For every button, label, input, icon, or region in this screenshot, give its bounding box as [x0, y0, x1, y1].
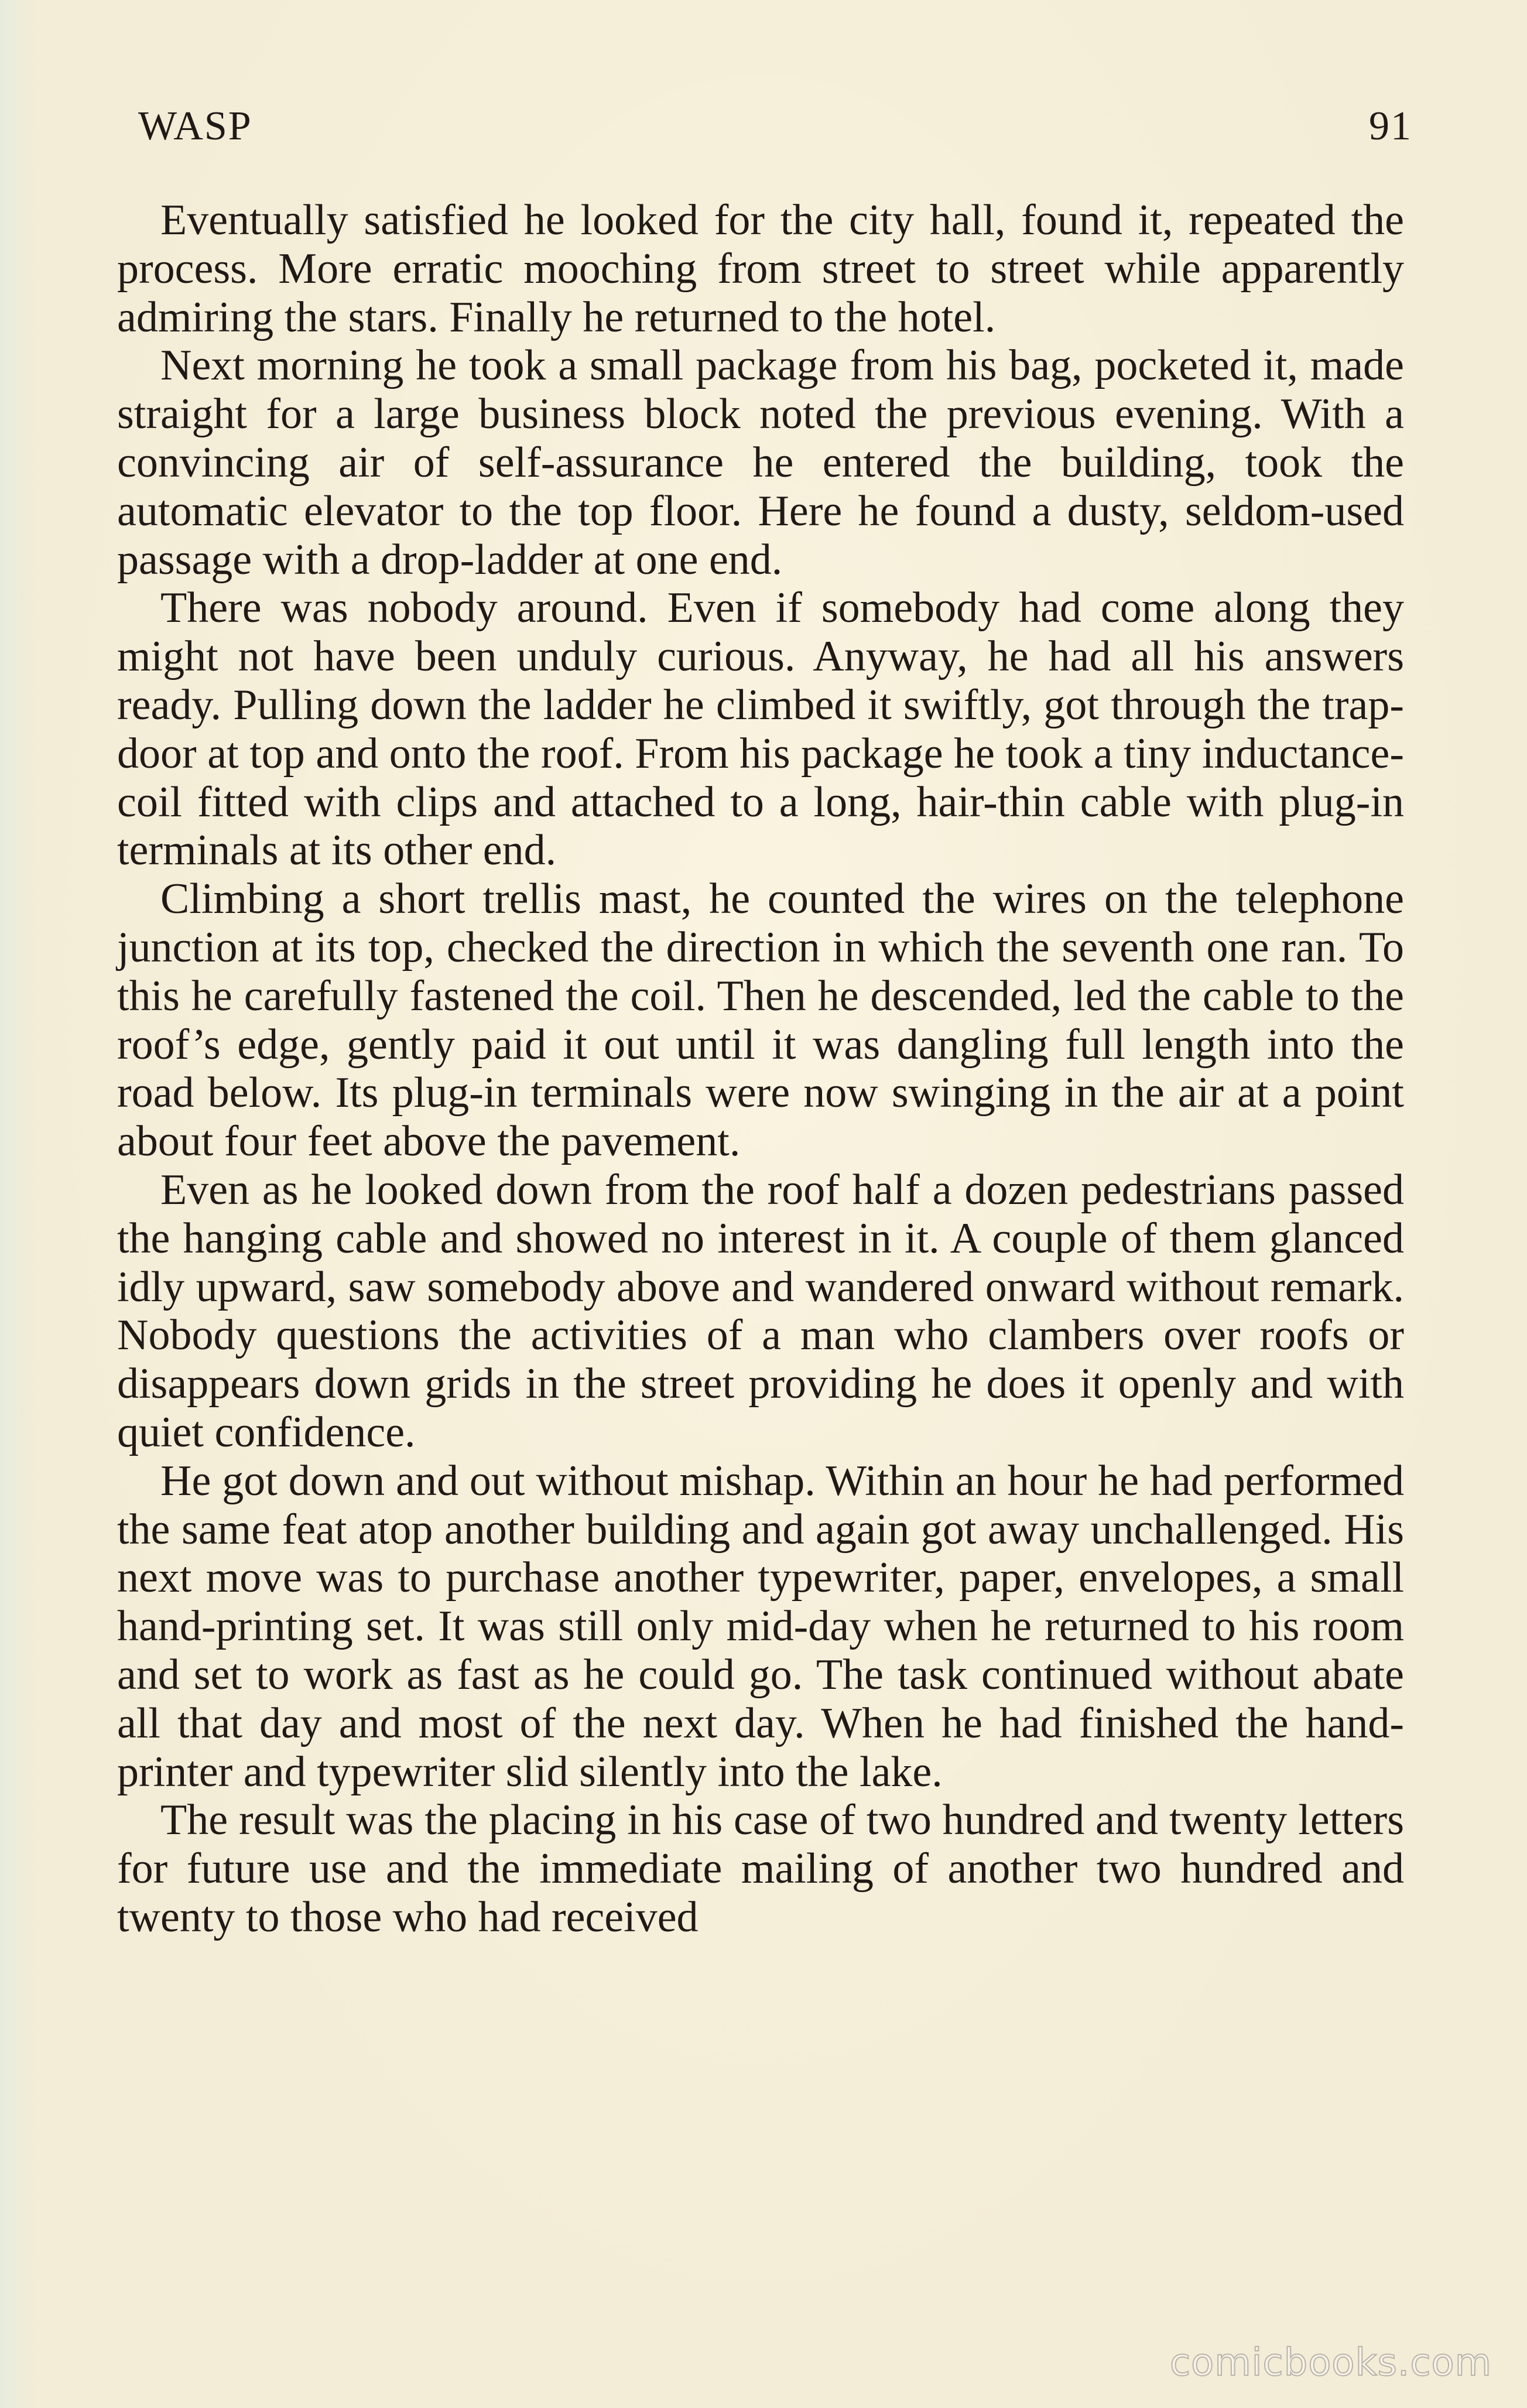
running-head	[138, 103, 1412, 162]
paragraph: There was nobody around. Even if somebody had come along they might not have been unduly curious. Anyway, he had all his answers ready. Pulling down the ladder he climbed it swiftly, got through the trap-door at top and onto the roof. From his package he took a tiny inductance-coil fitted with clips and attached to a long, hair-thin cable with plug-in terminals at its other end.	[117, 584, 1404, 875]
page-number: 91	[1369, 104, 1412, 149]
paragraph: Even as he looked down from the roof half a dozen pedestrians passed the hanging cable and showed no interest in it. A couple of them glanced idly upward, saw somebody above and wandered onward without remark. Nobody questions the activities of a man who clambers over roofs or disappears down grids in the street providing he does it openly and with quiet confidence.	[117, 1165, 1404, 1456]
paragraph: Climbing a short trellis mast, he counted the wires on the telephone junction at its top, checked the direction in which the seventh one ran. To this he carefully fastened the coil. Then he descended, led the cable to the roof’s edge, gently paid it out until it was dangling full length into the road below. Its plug-in terminals were now swinging in the air at a point about four feet above the pavement.	[117, 875, 1404, 1166]
running-title: WASP	[138, 104, 252, 149]
watermark: comicbooks.com	[1169, 2341, 1492, 2385]
body-text	[117, 196, 1404, 1942]
paragraph: He got down and out without mishap. Within an hour he had performed the same feat atop another building and again got away unchallenged. His next move was to purchase another typewriter, paper, envelopes, a small hand-printing set. It was still only mid-day when he returned to his room and set to work as fast as he could go. The task continued without abate all that day and most of the next day. When he had finished the hand-printer and typewriter slid silently into the lake.	[117, 1456, 1404, 1796]
paragraph: Next morning he took a small package from his bag, pocketed it, made straight for a large business block noted the previous evening. With a convincing air of self-assurance he entered the building, took the automatic elevator to the top floor. Here he found a dusty, seldom-used passage with a drop-ladder at one end.	[117, 341, 1404, 584]
paragraph: Eventually satisfied he looked for the city hall, found it, repeated the process. More erratic mooching from street to street while apparently admiring the stars. Finally he returned to the hotel.	[117, 196, 1404, 341]
paragraph: The result was the placing in his case of two hundred and twenty letters for future use and the immediate mailing of another two hundred and twenty to those who had received	[117, 1796, 1404, 1941]
